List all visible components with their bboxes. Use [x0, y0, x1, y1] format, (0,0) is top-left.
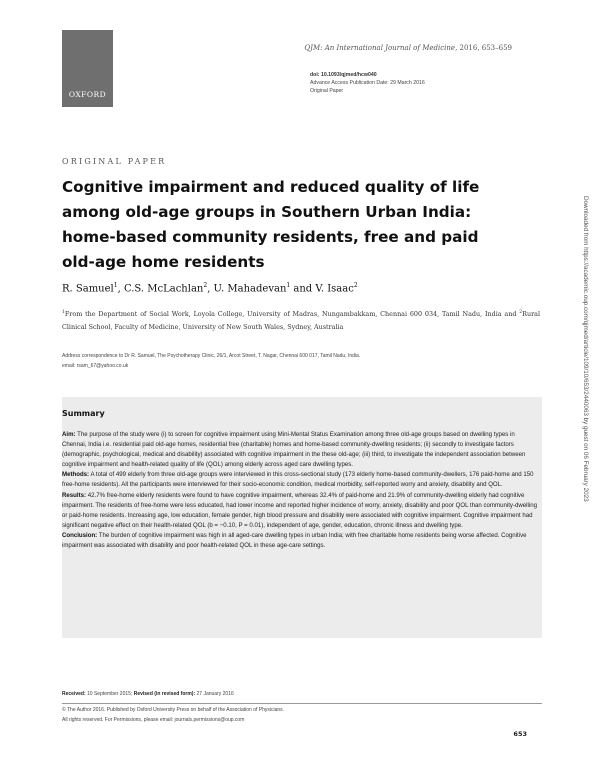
article-footer — [62, 690, 542, 725]
results-label: Results: — [62, 491, 87, 499]
title-line: among old-age groups in Southern Urban India: — [62, 203, 472, 221]
logo-text: OXFORD — [68, 90, 107, 99]
summary-box — [62, 397, 542, 638]
received-dates — [62, 690, 542, 700]
author-affiliation-mark: 2 — [203, 282, 208, 289]
author-affiliation-mark: 1 — [113, 282, 118, 289]
affiliation-text: From the Department of Social Work, Loyola College, University of Madras, Nungambakkam, Chennai 600 034, Tamil Nadu, India and — [64, 310, 520, 319]
author-affiliation-mark: 1 — [286, 282, 291, 289]
copyright-notice: © The Author 2016. Published by Oxford University Press on behalf of the Association of Physicians. — [62, 706, 285, 713]
summary-body — [62, 430, 540, 551]
page-number: 653 — [513, 730, 527, 738]
author-name: C.S. McLachlan — [123, 283, 204, 295]
correspondence-email[interactable]: email: rsam_67@yahoo.co.uk — [62, 362, 129, 369]
journal-volume-pages: , 2016, 653–659 — [455, 44, 512, 52]
affiliation-mark: 1 — [62, 310, 65, 315]
doi-link[interactable]: doi: 10.1093/qjmed/hcw040 — [310, 72, 377, 78]
author-name: R. Samuel — [62, 283, 114, 295]
paper-type: Original Paper — [310, 88, 344, 94]
article-title — [62, 175, 542, 275]
received-label: Received: — [62, 691, 86, 697]
author-separator: , — [207, 283, 214, 295]
conclusion-label: Conclusion: — [62, 531, 98, 539]
revised-date: 27 January 2016 — [195, 691, 234, 697]
journal-name: QJM: An International Journal of Medicine — [304, 44, 456, 52]
affiliations — [62, 307, 540, 333]
aim-text: The purpose of the study were (i) to screen for cognitive impairment using Mini-Mental Status Examination among three old-age groups based on dwelling types in Chennai, India i.e. residential paid old-age homes, residential free (charitable) homes and home-based community-dwelling residents; (ii) secondly to investigate factors (demographic, psychological, medical and disability) associated with cognitive impairment in the these old-age; (iii) third, to investigate the independent association between cognitive impairment and health-related quality of life (QOL) among elderly across aged care dwelling types. — [62, 431, 526, 469]
aim-label: Aim: — [62, 431, 76, 438]
author-separator: and — [290, 283, 316, 295]
received-date: 10 September 2015; — [85, 691, 134, 697]
correspondence — [62, 352, 540, 371]
author-name: V. Isaac — [315, 283, 354, 295]
summary-aim — [62, 430, 540, 470]
summary-heading: Summary — [62, 409, 105, 418]
permissions-notice: All rights reserved. For Permissions, please email: journals.permissions@oup.com — [62, 716, 245, 723]
section-label: ORIGINAL PAPER — [62, 157, 167, 166]
methods-text: A total of 499 elderly from three old-age groups were interviewed in this cross-sectional study (173 elderly home-based community-dwellers, 176 paid-home and 150 free-home residents). All the participants were interviewed for their socio-economic condition, medical morbidity, self-reported worry and anxiety, disability and QOL. — [62, 471, 534, 489]
title-line: old-age home residents — [62, 253, 265, 271]
download-watermark: Downloaded from https://academic.oup.com/qjmed/article/109/10/653/2440063 by guest on 06 February 2023 — [582, 196, 589, 502]
conclusion-text: The burden of cognitive impairment was high in all aged-care dwelling types in urban India; with free charitable home residents being worse affected. Cognitive impairment was associated with disability and poor health-related QOL in these age-care settings. — [62, 531, 527, 550]
summary-conclusion — [62, 531, 540, 551]
methods-label: Methods: — [62, 471, 90, 479]
summary-methods — [62, 470, 540, 490]
affiliation-text: Rural Clinical School, Faculty of Medicine, University of New South Wales, Sydney, Australia — [62, 310, 540, 331]
results-text: 42.7% free-home elderly residents were found to have cognitive impairment, whereas 32.4% of paid-home and 21.9% of community-dwelling elderly had cognitive impairment. The residents of free-home were less educated, had lower income and reported higher incidence of worry, anxiety, disability and poor QOL than community-dwelling or paid-home residents. Increasing age, low education, female gender, high blood pressure and disability were associated with cognitive impairment. Cognitive impairment had significant negative effect on their health-related QOL (b = −0.10, P = 0.01), independent of age, gender, education, chronic illness and dwelling type. — [62, 491, 537, 529]
affiliation-mark: 2 — [519, 310, 523, 315]
footer-divider — [62, 703, 542, 704]
title-line: home-based community residents, free and paid — [62, 228, 479, 246]
article-meta — [310, 71, 425, 95]
author-affiliation-mark: 2 — [353, 282, 358, 289]
oxford-logo — [62, 30, 113, 107]
revised-label: Revised (in revised form): — [133, 691, 196, 697]
summary-results — [62, 491, 540, 531]
title-line: Cognitive impairment and reduced quality of life — [62, 178, 480, 196]
journal-citation — [304, 44, 512, 52]
author-separator: , — [117, 283, 124, 295]
correspondence-address: Address correspondence to Dr R. Samuel, The Psychotherapy Clinic, 26/1, Arcot Street, T. Nagar, Chennai 600 017, Tamil Nadu, India. — [62, 353, 361, 359]
author-name: U. Mahadevan — [213, 283, 287, 295]
advance-access-date: Advance Access Publication Date: 29 March 2016 — [310, 80, 425, 86]
author-list — [62, 282, 358, 294]
